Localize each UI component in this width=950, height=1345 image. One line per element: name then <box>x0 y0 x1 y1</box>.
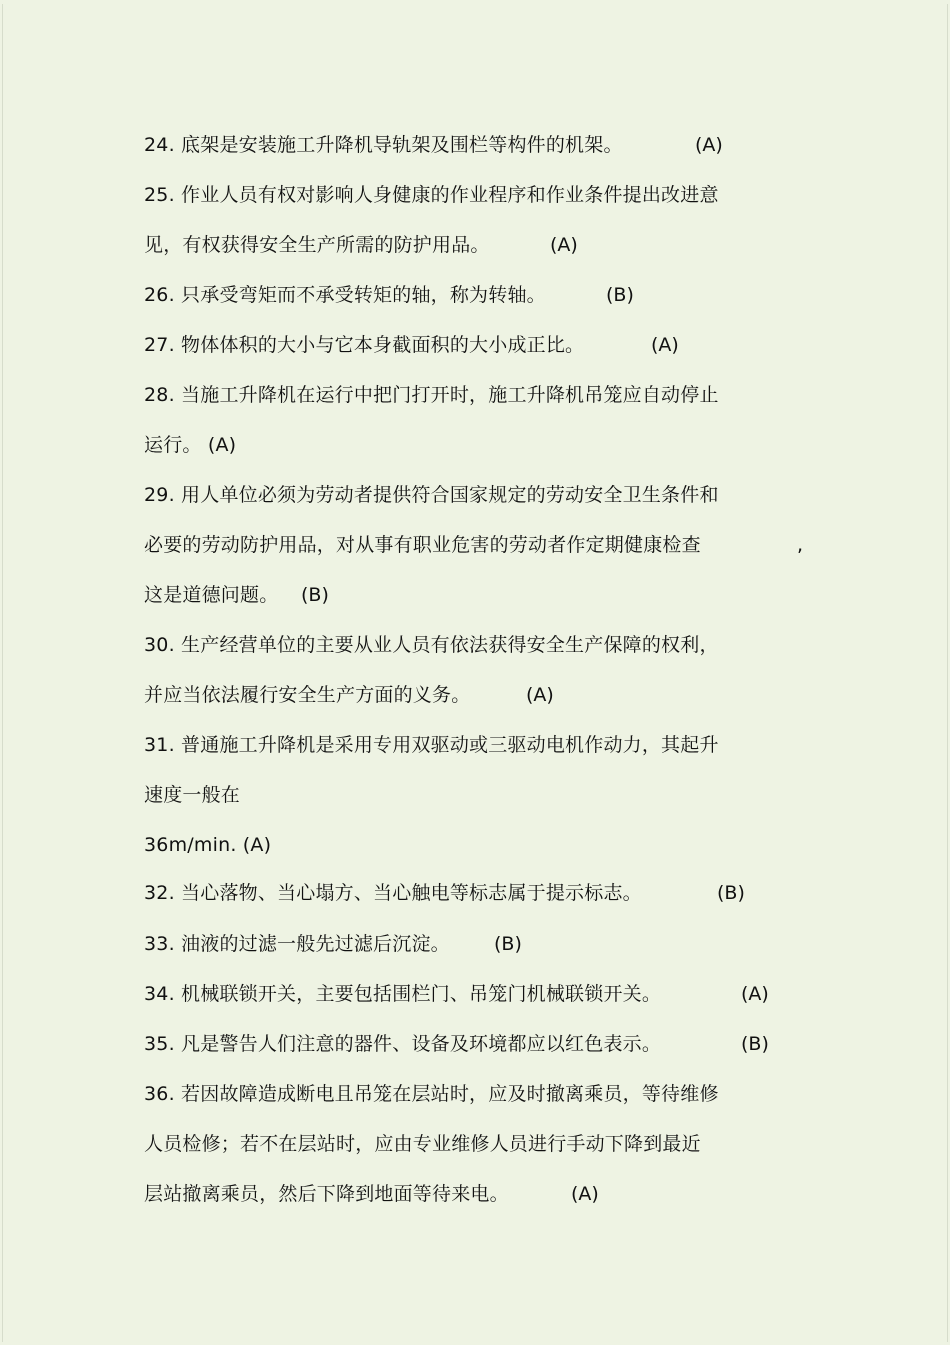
question-30-line1: 30. 生产经营单位的主要从业人员有依法获得安全生产保障的权利， <box>144 634 719 656</box>
question-27-text: 27. 物体体积的大小与它本身截面积的大小成正比。 <box>144 334 585 356</box>
question-25-line1: 25. 作业人员有权对影响人身健康的作业程序和作业条件提出改进意 <box>144 184 719 206</box>
question-25-answer: (A) <box>550 234 578 256</box>
question-34-text: 34. 机械联锁开关，主要包括围栏门、吊笼门机械联锁开关。 <box>144 983 662 1005</box>
question-31-line3: 36m/min. (A) <box>144 834 272 856</box>
question-36-line3: 层站撤离乘员，然后下降到地面等待来电。 <box>144 1183 509 1205</box>
question-24-text: 24. 底架是安装施工升降机导轨架及围栏等构件的机架。 <box>144 134 623 156</box>
question-36-line1: 36. 若因故障造成断电且吊笼在层站时，应及时撤离乘员，等待维修 <box>144 1083 719 1105</box>
question-28-line2: 运行。 (A) <box>144 434 237 456</box>
question-28-line1: 28. 当施工升降机在运行中把门打开时，施工升降机吊笼应自动停止 <box>144 384 719 406</box>
question-26-answer: (B) <box>606 284 634 306</box>
question-36-line2: 人员检修；若不在层站时，应由专业维修人员进行手动下降到最近 <box>144 1133 701 1155</box>
question-36-answer: (A) <box>571 1183 599 1205</box>
question-35-answer: (B) <box>741 1033 769 1055</box>
question-25-line2: 见，有权获得安全生产所需的防护用品。 <box>144 234 490 256</box>
document-page <box>2 4 948 1342</box>
question-29-line1: 29. 用人单位必须为劳动者提供符合国家规定的劳动安全卫生条件和 <box>144 484 719 506</box>
question-29-line2: 必要的劳动防护用品，对从事有职业危害的劳动者作定期健康检查 <box>144 534 701 556</box>
question-31-line2: 速度一般在 <box>144 784 241 806</box>
question-33-answer: (B) <box>494 933 522 955</box>
question-31-line1: 31. 普通施工升降机是采用专用双驱动或三驱动电机作动力，其起升 <box>144 734 719 756</box>
question-list <box>3 4 947 1342</box>
question-34-answer: (A) <box>741 983 769 1005</box>
question-30-answer: (A) <box>526 684 554 706</box>
question-24-answer: (A) <box>695 134 723 156</box>
question-30-line2: 并应当依法履行安全生产方面的义务。 <box>144 684 471 706</box>
question-32-answer: (B) <box>717 882 745 904</box>
question-33-text: 33. 油液的过滤一般先过滤后沉淀。 <box>144 933 450 955</box>
question-29-comma: , <box>797 534 804 556</box>
question-32-text: 32. 当心落物、当心塌方、当心触电等标志属于提示标志。 <box>144 882 642 904</box>
question-27-answer: (A) <box>651 334 679 356</box>
question-35-text: 35. 凡是警告人们注意的器件、设备及环境都应以红色表示。 <box>144 1033 662 1055</box>
question-29-line3: 这是道德问题。 <box>144 584 279 606</box>
question-26-text: 26. 只承受弯矩而不承受转矩的轴，称为转轴。 <box>144 284 546 306</box>
question-29-answer: (B) <box>301 584 329 606</box>
